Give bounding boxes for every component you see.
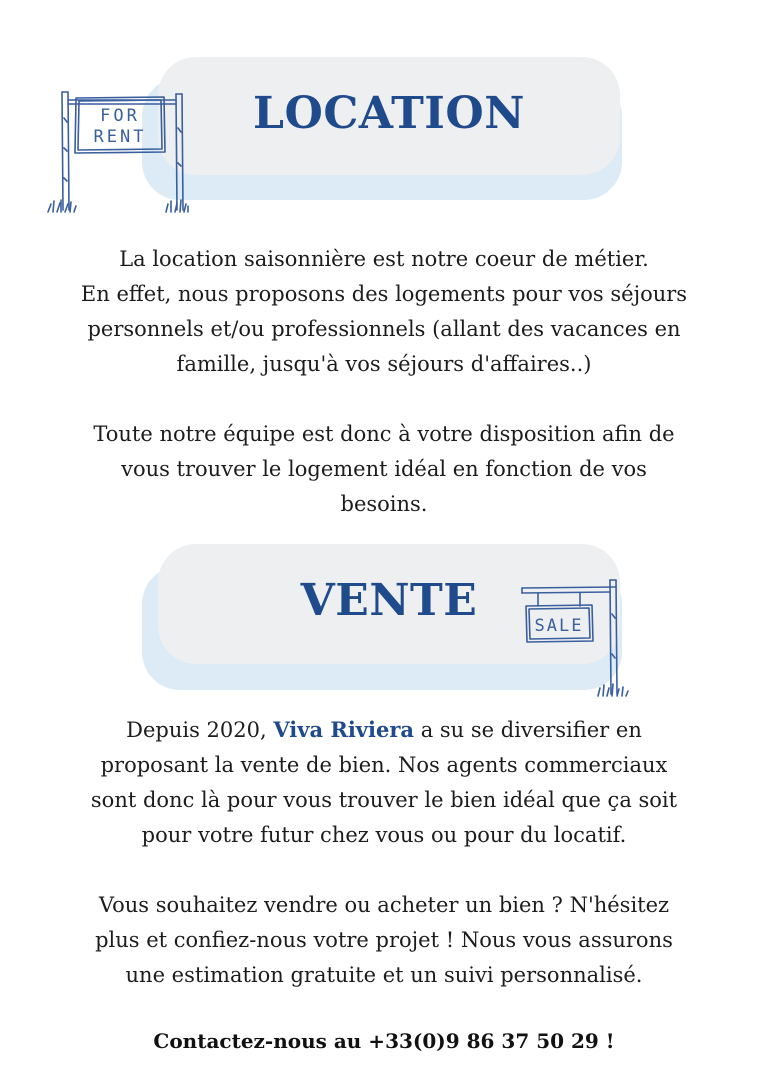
sale-sign-icon [512,574,634,700]
vente-banner [0,530,768,710]
text-line: une estimation gratuite et un suivi personnalisé. [125,963,643,987]
text-line: vous trouver le logement idéal en fonction de vos [121,457,647,481]
sign-text-rent: RENT [93,127,147,147]
text-line: Toute notre équipe est donc à votre disposition afin de [93,422,675,446]
contact-phone-line: Contactez-nous au +33(0)9 86 37 50 29 ! [153,1029,615,1053]
text-line: proposant la vente de bien. Nos agents commerciaux [100,753,668,777]
location-paragraph-2 [40,417,728,522]
vente-paragraph-2 [40,888,728,993]
vente-title: VENTE [300,575,478,626]
text-line: personnels et/ou professionnels (allant des vacances en [87,317,681,341]
for-rent-sign-icon [44,88,194,218]
text-line: famille, jusqu'à vos séjours d'affaires..) [176,352,592,376]
text-line: sont donc là pour vous trouver le bien idéal que ça soit [90,788,678,812]
text-line: pour votre futur chez vous ou pour du locatif. [141,823,627,847]
location-paragraph-1 [40,242,728,382]
text-line: La location saisonnière est notre coeur de métier. [119,247,649,271]
text-line: En effet, nous proposons des logements pour vos séjours [80,282,688,306]
text-fragment: Depuis 2020, [126,718,274,742]
text-line: besoins. [340,492,428,516]
location-title: LOCATION [253,88,525,139]
text-line: plus et confiez-nous votre projet ! Nous vous assurons [95,928,673,952]
sign-text-sale: SALE [534,616,584,636]
text-fragment: a su se diversifier en [414,718,642,742]
location-description [40,242,728,522]
sign-text-for: FOR [100,106,140,126]
vente-paragraph-1 [40,712,728,853]
text-line: Vous souhaitez vendre ou acheter un bien ? N'hésitez [98,893,670,917]
vente-description [40,712,728,993]
brand-name: Viva Riviera [273,717,415,742]
